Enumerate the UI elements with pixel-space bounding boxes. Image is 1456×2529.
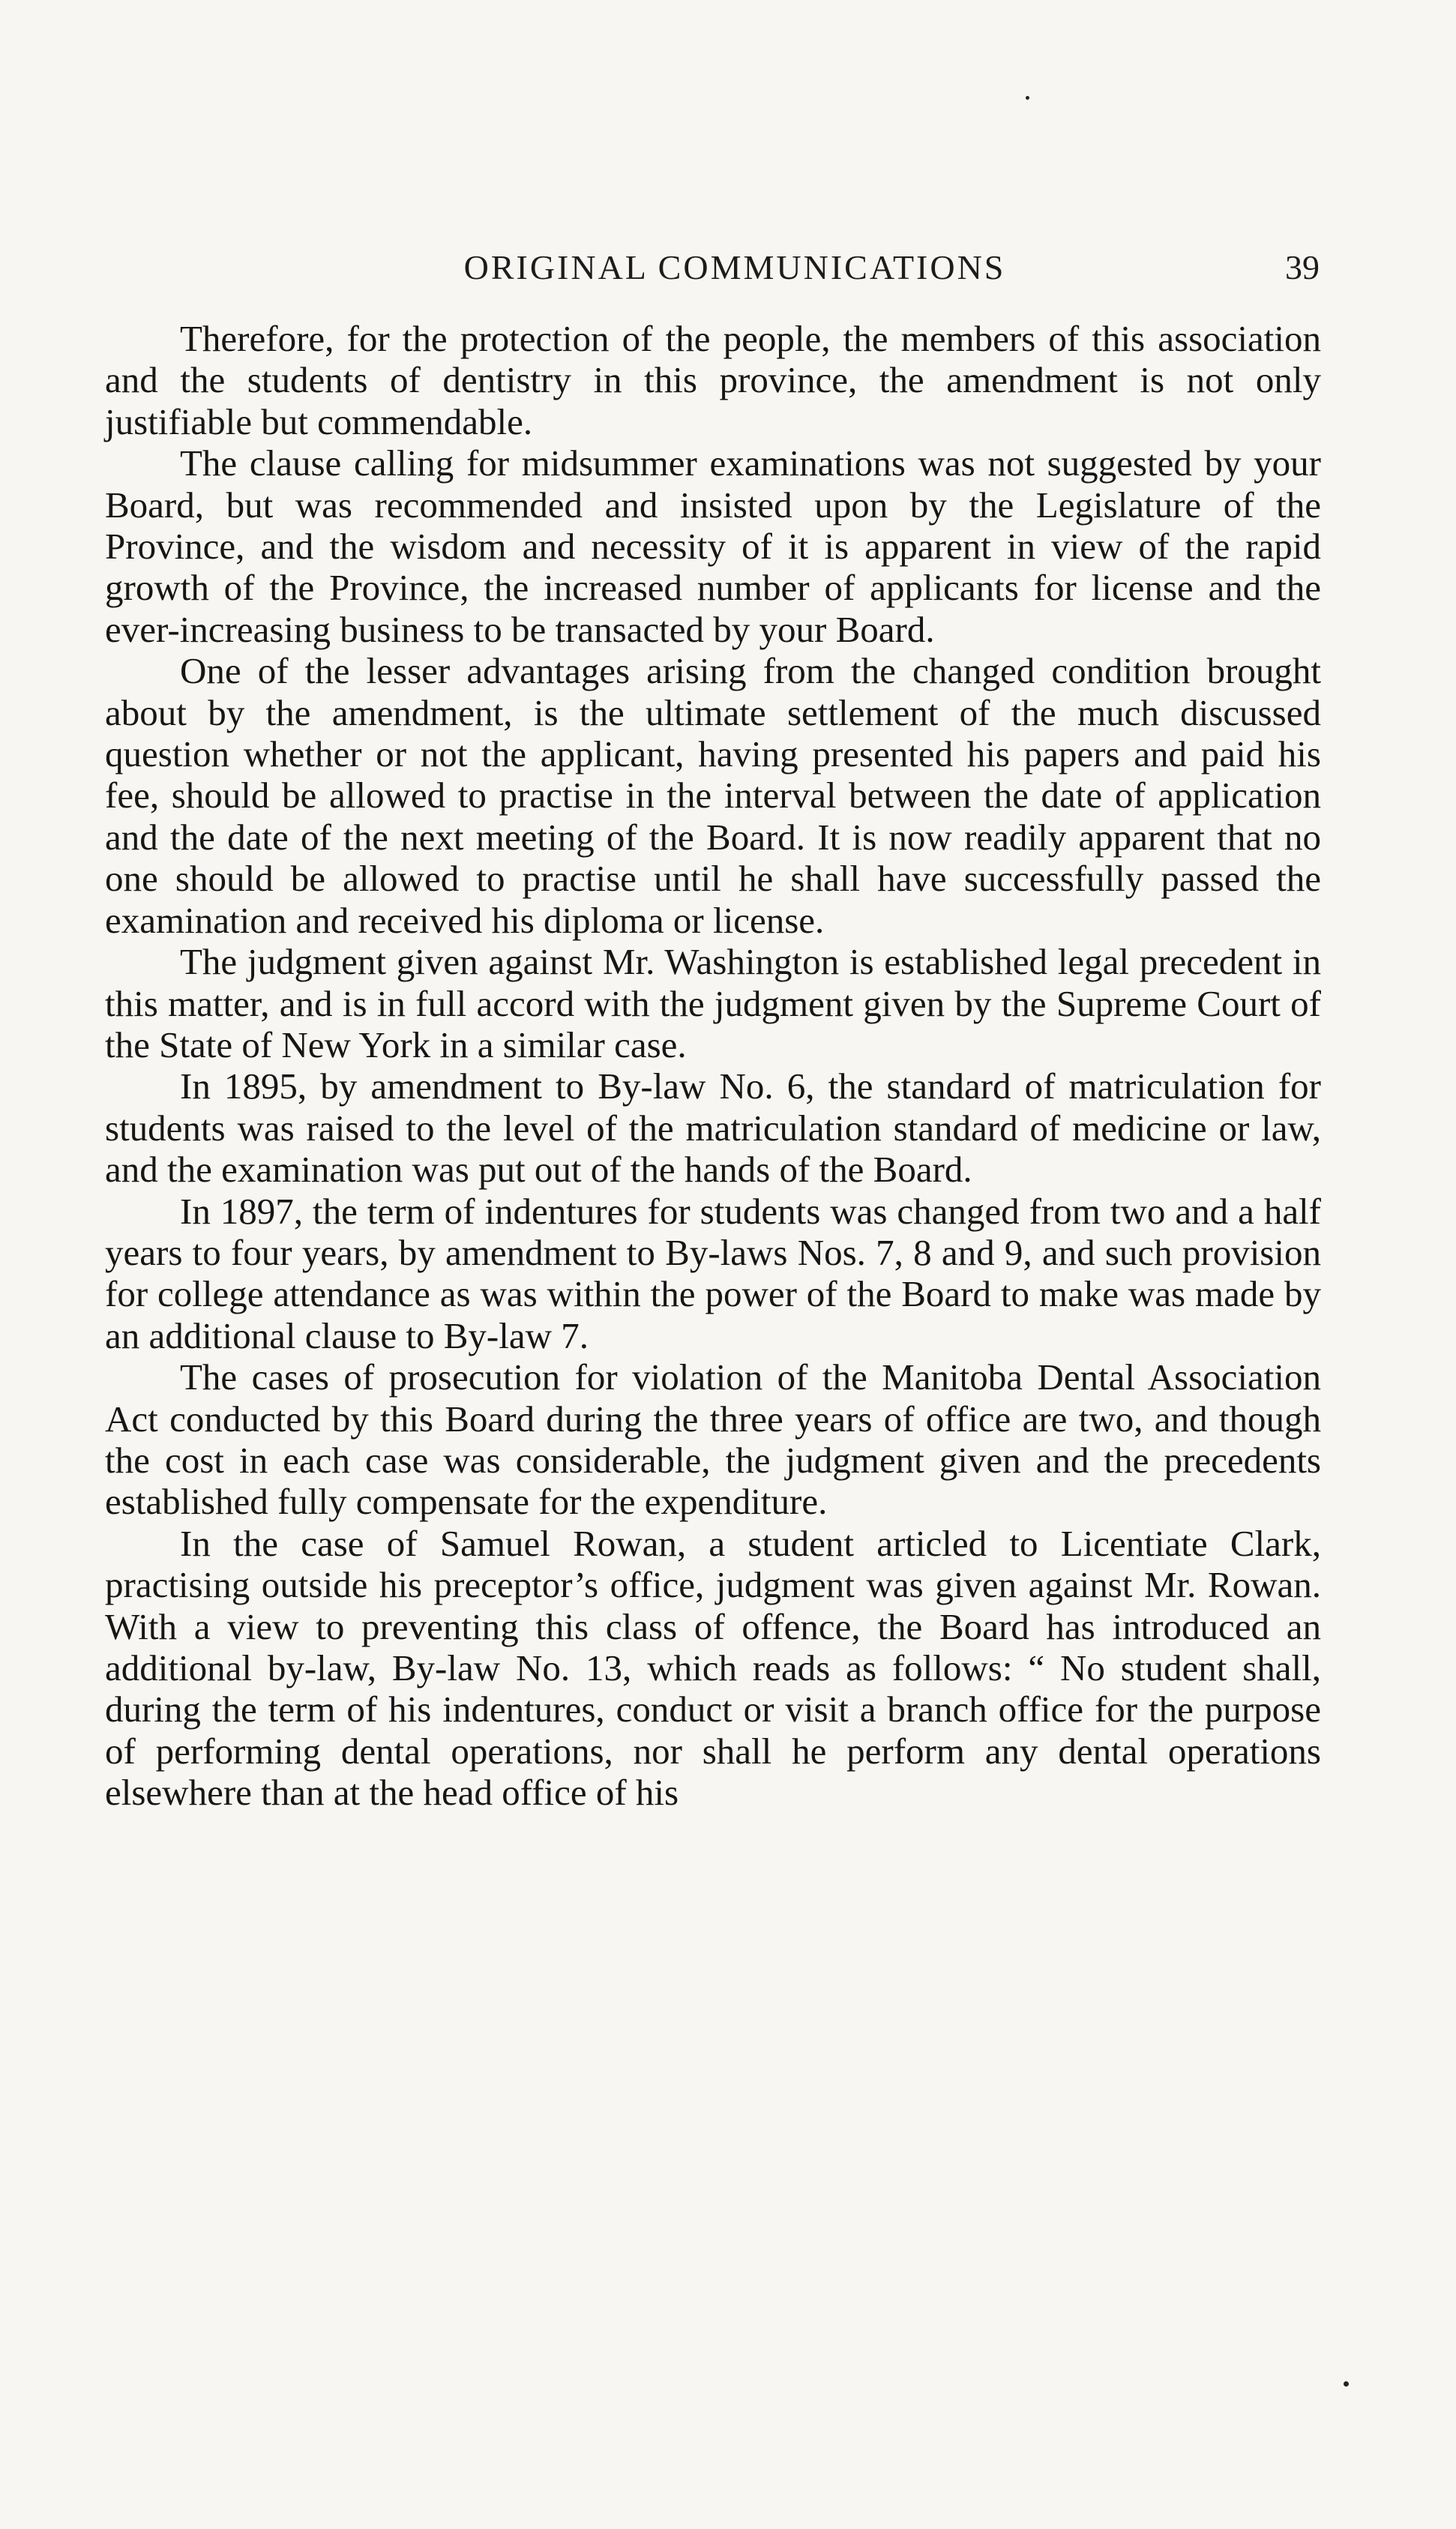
- page-title: ORIGINAL COMMUNICATIONS: [463, 248, 1006, 286]
- body-text: [105, 318, 1321, 1814]
- page-number: 39: [1285, 248, 1320, 286]
- paragraph-2: The clause calling for midsummer examinations was not suggested by your Board, but was recommended and insisted upon by the Legislature of the Province, and the wisdom and necessity of it is apparent in view of the rapid growth of the Province, the increased number of applicants for license and the ever-increasing business to be transacted by your Board.: [105, 442, 1321, 650]
- paragraph-5: In 1895, by amendment to By-law No. 6, the standard of matriculation for students was raised to the level of the matriculation standard of medicine or law, and the examination was put out of the hands of the Board.: [105, 1065, 1321, 1191]
- ink-speck: [1344, 2381, 1349, 2387]
- ink-speck: [1026, 96, 1029, 100]
- running-head: [150, 247, 1320, 307]
- paragraph-6: In 1897, the term of indentures for students was changed from two and a half years to four years, by amendment to By-laws Nos. 7, 8 and 9, and such provision for college attendance as was within the power of the Board to make was made by an additional clause to By-law 7.: [105, 1190, 1321, 1356]
- paragraph-4: The judgment given against Mr. Washington is established legal precedent in this matter, and is in full accord with the judgment given by the Supreme Court of the State of New York in a similar case.: [105, 941, 1321, 1065]
- paragraph-1: Therefore, for the protection of the people, the members of this association and the students of dentistry in this province, the amendment is not only justifiable but commendable.: [105, 318, 1321, 442]
- paragraph-3: One of the lesser advantages arising from the changed condition brought about by the amendment, is the ultimate settlement of the much discussed question whether or not the applicant, having presented his papers and paid his fee, should be allowed to practise in the interval between the date of application and the date of the next meeting of the Board. It is now readily apparent that no one should be allowed to practise until he shall have successfully passed the examination and received his diploma or license.: [105, 650, 1321, 941]
- paragraph-8: In the case of Samuel Rowan, a student articled to Licentiate Clark, practising outside his preceptor’s office, judgment was given against Mr. Rowan. With a view to preventing this class of offence, the Board has introduced an additional by-law, By-law No. 13, which reads as follows: “ No student shall, during the term of his indentures, conduct or visit a branch office for the purpose of performing dental operations, nor shall he perform any dental operations elsewhere than at the head office of his: [105, 1522, 1321, 1814]
- paragraph-7: The cases of prosecution for violation of the Manitoba Dental Association Act conducted by this Board during the three years of office are two, and though the cost in each case was considerable, the judgment given and the precedents established fully compensate for the expenditure.: [105, 1356, 1321, 1523]
